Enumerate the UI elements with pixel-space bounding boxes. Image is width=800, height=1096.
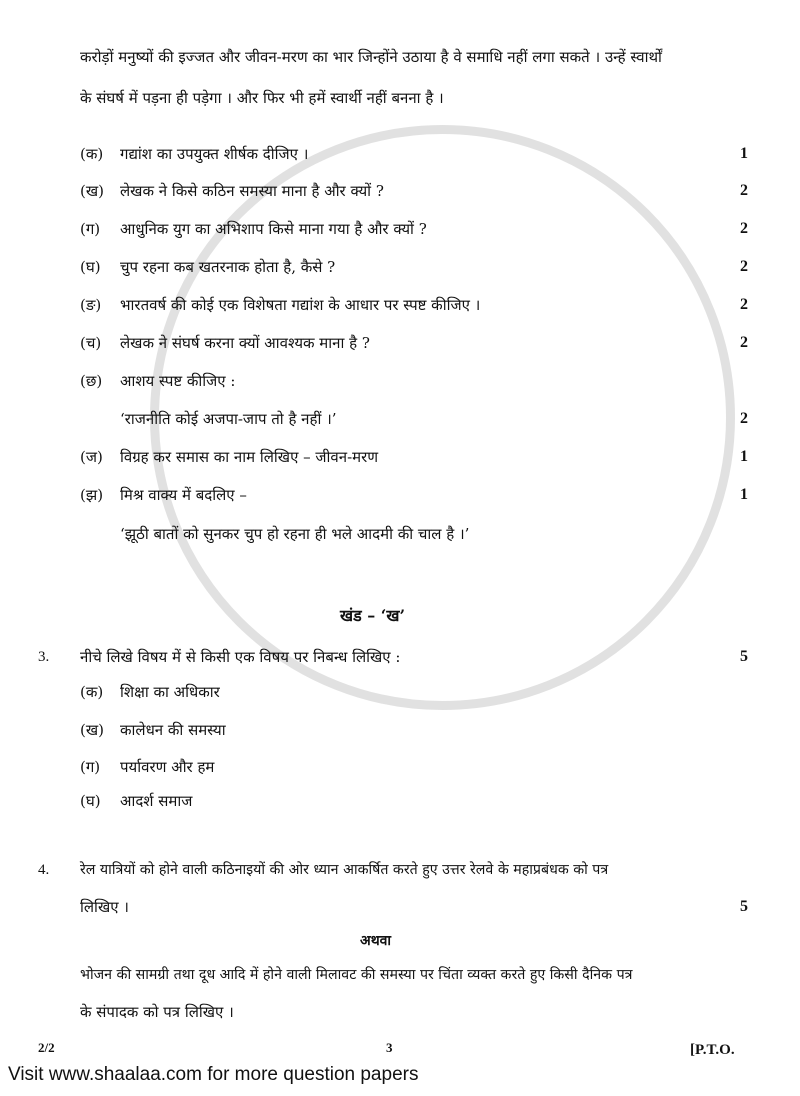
option-label: (ग) [80, 758, 101, 776]
question-marks: 5 [740, 898, 748, 915]
option-text: पर्यावरण और हम [120, 758, 215, 776]
question-label: (ज) [80, 448, 103, 466]
question-alt-text: के संपादक को पत्र लिखिए । [80, 1003, 234, 1021]
question-text: रेल यात्रियों को होने वाली कठिनाइयों की ओर ध्यान आकर्षित करते हुए उत्तर रेलवे के महाप्रबंधक को पत्र [80, 862, 609, 878]
question-marks: 2 [740, 182, 748, 199]
passage-line: करोड़ों मनुष्यों की इज्जत और जीवन-मरण का भार जिन्होंने उठाया है वे समाधि नहीं लगा सकते । उन्हें स्वार्थों [80, 48, 662, 66]
question-label: (ग) [80, 220, 101, 238]
question-label: (घ) [80, 258, 101, 276]
question-label: (ख) [80, 182, 104, 200]
question-text: गद्यांश का उपयुक्त शीर्षक दीजिए । [120, 145, 309, 163]
passage-line: के संघर्ष में पड़ना ही पड़ेगा । और फिर भी हमें स्वार्थी नहीं बनना है । [80, 89, 444, 107]
question-marks: 2 [740, 258, 748, 275]
question-marks: 2 [740, 296, 748, 313]
question-marks: 1 [740, 486, 748, 503]
question-number: 3. [38, 649, 50, 665]
question-text: नीचे लिखे विषय में से किसी एक विषय पर निबन्ध लिखिए : [80, 648, 401, 666]
option-text: शिक्षा का अधिकार [120, 683, 220, 701]
question-marks: 1 [740, 145, 748, 162]
question-text: विग्रह कर समास का नाम लिखिए – जीवन-मरण [120, 448, 379, 466]
question-label: (छ) [80, 372, 103, 390]
question-label: (क) [80, 145, 104, 163]
option-text: कालेधन की समस्या [120, 721, 226, 739]
question-text: चुप रहना कब खतरनाक होता है, कैसे ? [120, 258, 336, 276]
question-alt-text: भोजन की सामग्री तथा दूध आदि में होने वाली मिलावट की समस्या पर चिंता व्यक्त करते हुए किसी दैनिक पत्र [80, 967, 633, 983]
question-number: 4. [38, 862, 50, 878]
question-text: आधुनिक युग का अभिशाप किसे माना गया है और क्यों ? [120, 220, 427, 238]
question-marks: 2 [740, 334, 748, 351]
question-text: लेखक ने किसे कठिन समस्या माना है और क्यों ? [120, 182, 384, 200]
visit-link[interactable]: Visit www.shaalaa.com for more question papers [8, 1064, 419, 1085]
question-marks: 5 [740, 648, 748, 665]
option-label: (ख) [80, 721, 104, 739]
question-text: मिश्र वाक्य में बदलिए – [120, 486, 247, 504]
paper-code: 2/2 [38, 1040, 55, 1055]
question-text: भारतवर्ष की कोई एक विशेषता गद्यांश के आधार पर स्पष्ट कीजिए । [120, 296, 481, 314]
question-label: (झ) [80, 486, 104, 504]
question-label: (ङ) [80, 296, 102, 314]
section-heading: खंड – ‘ख’ [340, 606, 406, 625]
question-text: आशय स्पष्ट कीजिए : [120, 372, 236, 390]
option-text: आदर्श समाज [120, 792, 193, 810]
question-text: लेखक ने संघर्ष करना क्यों आवश्यक माना है ? [120, 334, 370, 352]
pto-label: [P.T.O. [690, 1042, 735, 1058]
question-quote: ‘झूठी बातों को सुनकर चुप हो रहना ही भले आदमी की चाल है ।’ [120, 525, 470, 543]
question-label: (च) [80, 334, 102, 352]
or-heading: अथवा [360, 933, 392, 949]
option-label: (क) [80, 683, 104, 701]
page-number: 3 [386, 1040, 393, 1055]
option-label: (घ) [80, 792, 101, 810]
question-marks: 2 [740, 220, 748, 237]
question-quote: ‘राजनीति कोई अजपा-जाप तो है नहीं ।’ [120, 410, 337, 428]
question-marks: 1 [740, 448, 748, 465]
question-marks: 2 [740, 410, 748, 427]
question-text: लिखिए । [80, 898, 129, 916]
